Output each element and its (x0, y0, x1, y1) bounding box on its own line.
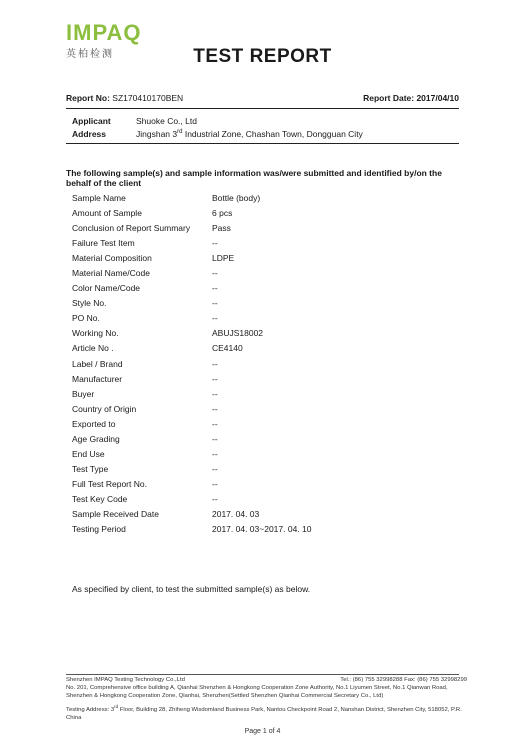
sample-field-label: Age Grading (72, 433, 120, 444)
sample-row (72, 298, 312, 313)
sample-row (72, 283, 312, 298)
sample-row (72, 328, 312, 343)
divider-top (66, 108, 459, 109)
sample-row (72, 268, 312, 283)
sample-row (72, 419, 312, 434)
sample-field-label: Exported to (72, 418, 116, 429)
report-number-value: SZ170410170BEN (112, 93, 184, 103)
sample-field-label: Failure Test Item (72, 238, 135, 249)
sample-field-value: -- (212, 313, 218, 324)
sample-field-value: Pass (212, 223, 231, 234)
sample-row (72, 479, 312, 494)
sample-field-label: Article No . (72, 343, 114, 354)
sample-field-label: Country of Origin (72, 403, 137, 414)
sample-field-value: -- (212, 283, 218, 294)
sample-info-table (72, 193, 312, 539)
sample-field-label: Sample Name (72, 193, 126, 203)
sample-field-label: Working No. (72, 328, 119, 339)
sample-row (72, 238, 312, 253)
sample-field-value: -- (212, 478, 218, 489)
sample-field-label: Manufacturer (72, 373, 123, 384)
logo-wordmark: IMPAQ (66, 20, 142, 45)
sample-field-value: 2017. 04. 03~2017. 04. 10 (212, 524, 312, 535)
footer (66, 677, 467, 723)
sample-field-value: -- (212, 403, 218, 414)
sample-row (72, 253, 312, 268)
sample-field-value: -- (212, 238, 218, 249)
footer-contact: Tel.: (86) 755 32998288 Fax: (86) 755 32998299 (340, 677, 467, 683)
sample-field-label: Buyer (72, 388, 95, 399)
sample-field-value: CE4140 (212, 343, 243, 354)
intro-text: The following sample(s) and sample information was/were submitted and identified by/on the behalf of the client (66, 168, 442, 188)
sample-field-label: Amount of Sample (72, 208, 142, 219)
sample-row (72, 404, 312, 419)
sample-field-value: -- (212, 358, 218, 369)
sample-row (72, 359, 312, 374)
sample-row (72, 343, 312, 358)
sample-field-label: Sample Received Date (72, 508, 159, 519)
sample-field-value: -- (212, 388, 218, 399)
address-row (72, 129, 363, 142)
report-title: TEST REPORT (193, 46, 332, 67)
applicant-value: Shuoke Co., Ltd (136, 116, 197, 126)
sample-field-label: Style No. (72, 298, 107, 309)
sample-field-value: 2017. 04. 03 (212, 508, 260, 519)
sample-field-label: End Use (72, 448, 105, 459)
sample-field-label: Testing Period (72, 524, 126, 535)
divider-applicant (66, 143, 459, 144)
sample-row (72, 434, 312, 449)
sample-field-value: Bottle (body) (212, 193, 261, 203)
sample-row (72, 509, 312, 524)
sample-field-value: -- (212, 448, 218, 459)
sample-row (72, 193, 312, 208)
sample-field-value: -- (212, 493, 218, 504)
applicant-row (72, 116, 363, 129)
sample-field-label: Color Name/Code (72, 283, 141, 294)
footer-testing-address: Testing Address: 3rd Floor, Building 28, Zhiheng Wisdomland Business Park, Nantou Checkpoint Road 2, Nanshan District, Shenzhen City, 518052, P.R. China (66, 704, 462, 722)
sample-field-value: -- (212, 268, 218, 279)
sample-field-value: -- (212, 373, 218, 384)
sample-field-label: Conclusion of Report Summary (72, 223, 191, 234)
page-number: Page 1 of 4 (244, 728, 281, 735)
sample-row (72, 449, 312, 464)
footer-address: No. 201, Comprehensive office building A, Qianhai Shenzhen & Hongkong Cooperation Zone Authority, No.1 Liyumen Street, No.1 Qianwan Road, Shenzhen & Hongkong Cooperation Zone, Qianhai, Shenzhen(Settled Shenzhen Qianhai Commercial Secretary Co., Ltd) (66, 684, 448, 699)
sample-field-label: Material Name/Code (72, 268, 150, 279)
sample-row (72, 464, 312, 479)
sample-row (72, 524, 312, 539)
address-value: Jingshan 3rd Industrial Zone, Chashan Town, Dongguan City (136, 129, 363, 139)
sample-field-value: -- (212, 298, 218, 309)
report-date: Report Date: 2017/04/10 (363, 93, 459, 103)
report-number-label: Report No: (66, 93, 110, 103)
sample-row (72, 313, 312, 328)
applicant-block (72, 116, 363, 142)
applicant-label: Applicant (72, 116, 111, 126)
sample-row (72, 494, 312, 509)
sample-field-value: -- (212, 463, 218, 474)
sample-field-label: Test Type (72, 463, 109, 474)
sample-row (72, 208, 312, 223)
report-number (66, 93, 183, 103)
footer-line-1 (66, 677, 467, 685)
sample-field-label: PO No. (72, 313, 100, 324)
sample-row (72, 223, 312, 238)
sample-field-value: 6 pcs (212, 208, 233, 219)
sample-field-value: -- (212, 418, 218, 429)
sample-field-label: Material Composition (72, 253, 152, 264)
sample-field-label: Full Test Report No. (72, 478, 147, 489)
sample-field-value: -- (212, 433, 218, 444)
test-note: As specified by client, to test the submitted sample(s) as below. (72, 584, 311, 594)
sample-field-label: Test Key Code (72, 493, 128, 504)
sample-field-value: ABUJS18002 (212, 328, 264, 339)
sample-field-value: LDPE (212, 253, 235, 264)
sample-field-label: Label / Brand (72, 358, 123, 369)
sample-row (72, 374, 312, 389)
divider-footer (66, 674, 459, 675)
logo-subtitle: 英柏检测 (66, 49, 114, 60)
footer-company: Shenzhen IMPAQ Testing Technology Co.,Ltd (66, 677, 185, 683)
address-label: Address (72, 129, 107, 139)
sample-row (72, 389, 312, 404)
